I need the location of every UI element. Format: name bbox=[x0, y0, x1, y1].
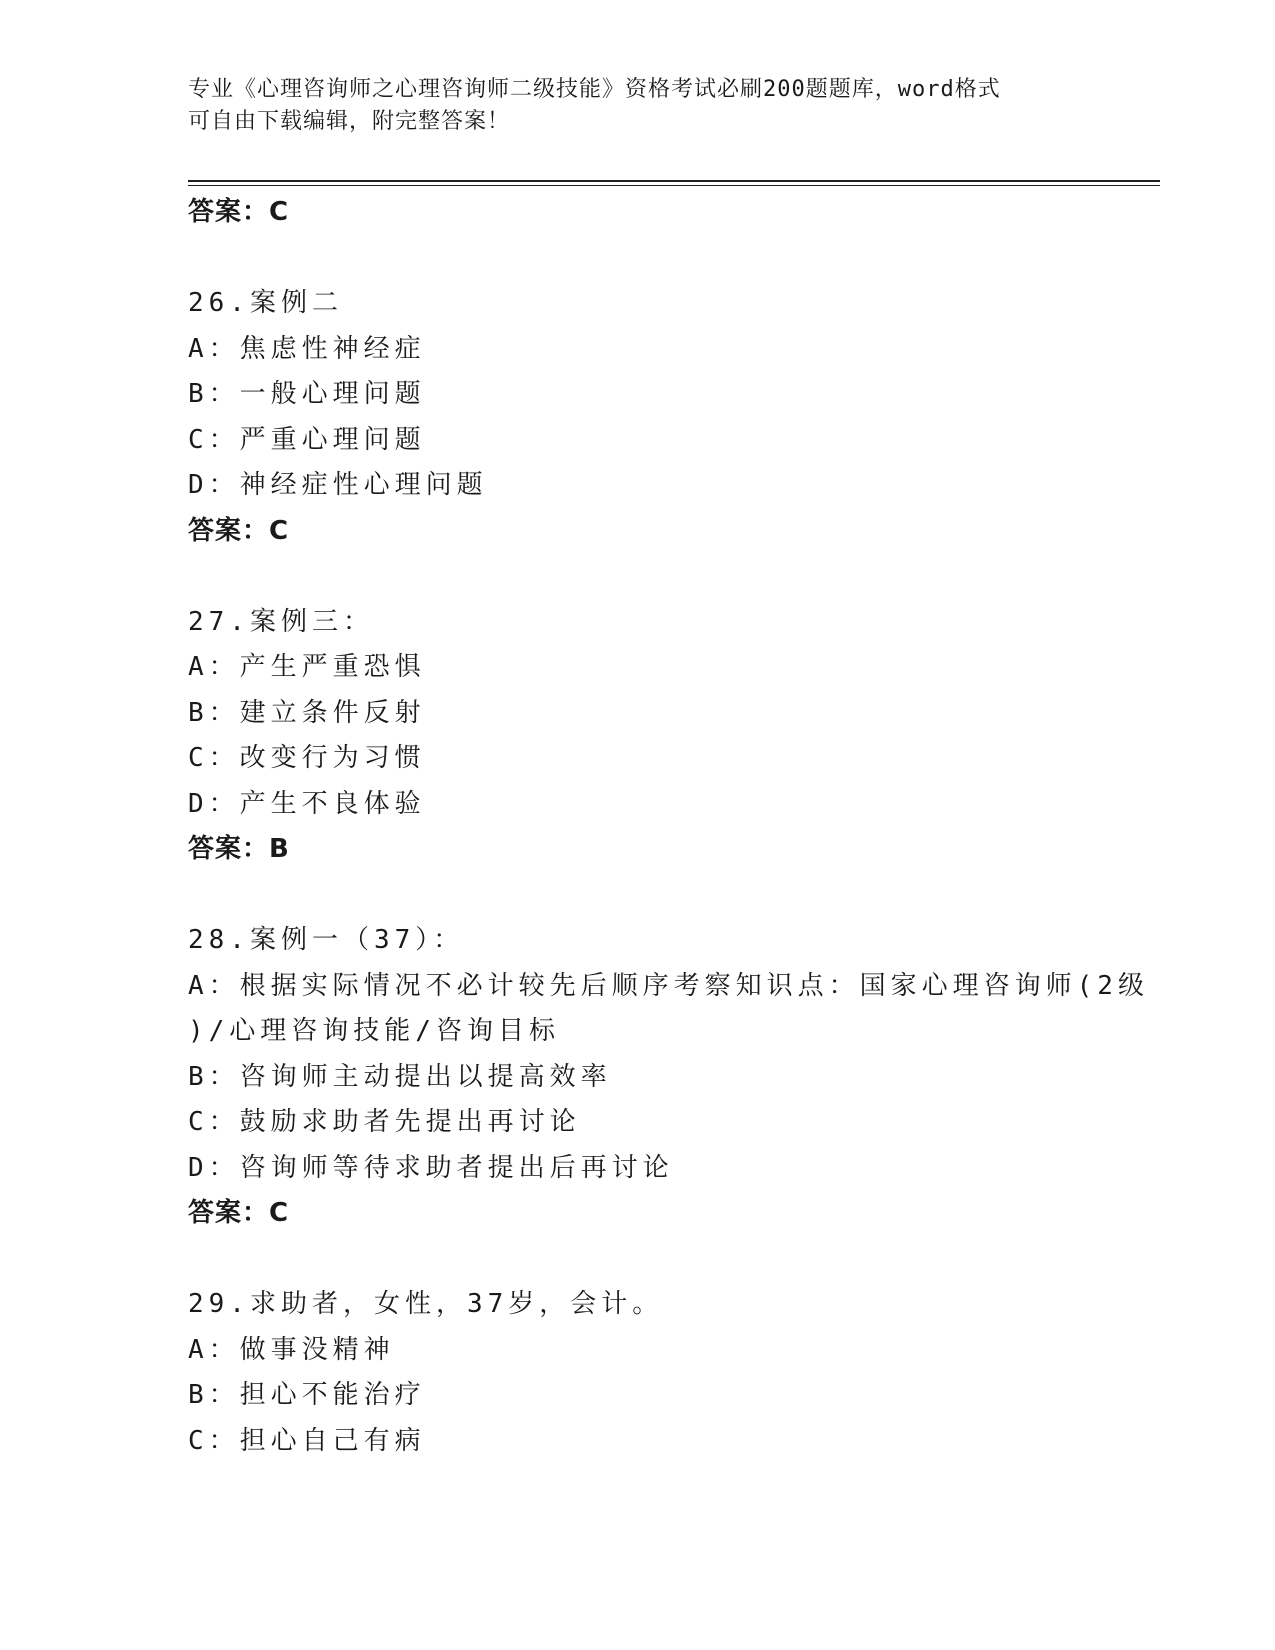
header-line-2: 可自由下载编辑，附完整答案！ bbox=[188, 109, 511, 134]
option-d: D：产生不良体验 bbox=[188, 788, 426, 819]
spacer bbox=[188, 873, 1168, 919]
question-item bbox=[188, 918, 1168, 1237]
option-a: A：焦虑性神经症 bbox=[188, 333, 426, 364]
option-d: D：神经症性心理问题 bbox=[188, 470, 488, 500]
option-b: B：一般心理问题 bbox=[188, 379, 426, 409]
document-header bbox=[188, 74, 1088, 138]
question-item bbox=[188, 1282, 1168, 1464]
answer-line: 答案：C bbox=[188, 515, 290, 546]
option-a-continued: )/心理咨询技能/咨询目标 bbox=[188, 1016, 560, 1046]
option-a: A：根据实际情况不必计较先后顺序考察知识点：国家心理咨询师(2级 bbox=[188, 970, 1149, 1001]
option-c: C：严重心理问题 bbox=[188, 424, 426, 455]
question-item bbox=[188, 281, 1168, 554]
question-stem: 29.求助者，女性，37岁，会计。 bbox=[188, 1289, 664, 1319]
option-b: B：咨询师主动提出以提高效率 bbox=[188, 1061, 612, 1092]
option-d: D：咨询师等待求助者提出后再讨论 bbox=[188, 1152, 674, 1183]
option-a: A：做事没精神 bbox=[188, 1334, 395, 1365]
spacer bbox=[188, 236, 1168, 282]
answer-line: 答案：C bbox=[188, 1198, 290, 1228]
option-c: C：担心自己有病 bbox=[188, 1425, 426, 1456]
option-b: B：建立条件反射 bbox=[188, 697, 426, 728]
answer-line: 答案：B bbox=[188, 834, 290, 864]
option-c: C：鼓励求助者先提出再讨论 bbox=[188, 1107, 581, 1137]
option-a: A：产生严重恐惧 bbox=[188, 652, 426, 682]
question-item bbox=[188, 600, 1168, 873]
question-stem: 26.案例二 bbox=[188, 288, 343, 318]
answer-line: 答案：C bbox=[188, 197, 290, 227]
spacer bbox=[188, 1237, 1168, 1283]
header-divider bbox=[188, 180, 1160, 186]
header-line-1: 专业《心理咨询师之心理咨询师二级技能》资格考试必刷200题题库，word格式 bbox=[188, 77, 1001, 102]
spacer bbox=[188, 554, 1168, 600]
question-stem: 28.案例一（37）： bbox=[188, 925, 465, 955]
question-stem: 27.案例三： bbox=[188, 606, 374, 637]
option-c: C：改变行为习惯 bbox=[188, 743, 426, 773]
question-list bbox=[188, 190, 1168, 1464]
option-b: B：担心不能治疗 bbox=[188, 1380, 426, 1410]
